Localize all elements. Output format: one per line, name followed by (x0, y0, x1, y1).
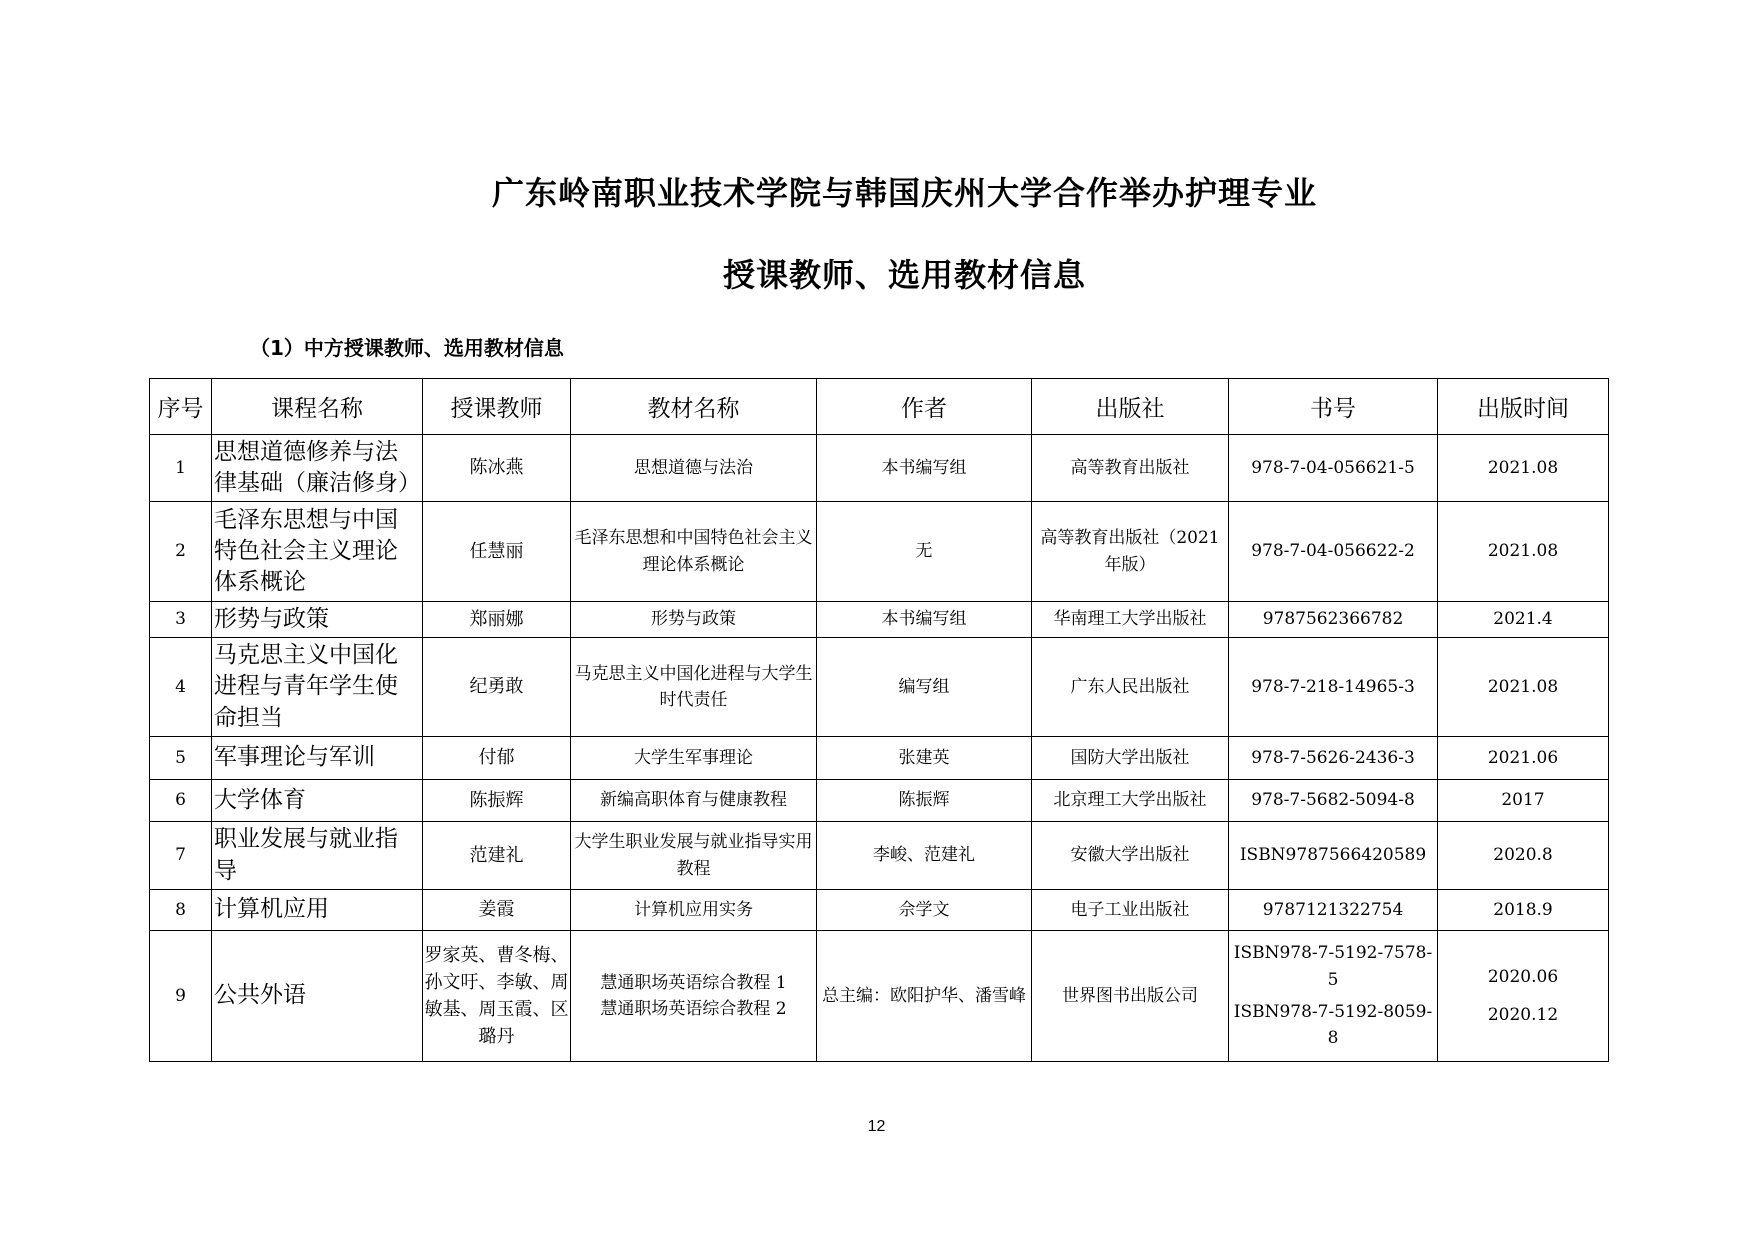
document-title-line-1: 广东岭南职业技术学院与韩国庆州大学合作举办护理专业 (491, 174, 1317, 212)
cell-isbn: 978-7-218-14965-3 (1229, 638, 1438, 737)
cell-serial-number: 3 (150, 602, 212, 638)
cell-course-name: 公共外语 (212, 931, 423, 1062)
cell-textbook-name: 计算机应用实务 (571, 890, 817, 931)
cell-textbook-name: 毛泽东思想和中国特色社会主义理论体系概论 (571, 502, 817, 602)
textbook-name-line-1: 慧通职场英语综合教程 1 (600, 972, 787, 993)
header-course-name: 课程名称 (212, 379, 423, 435)
cell-serial-number: 1 (150, 435, 212, 502)
cell-author: 陈振辉 (817, 780, 1032, 822)
cell-serial-number: 5 (150, 737, 212, 780)
cell-course-name: 毛泽东思想与中国特色社会主义理论体系概论 (212, 502, 423, 602)
cell-publish-date: 2021.08 (1438, 502, 1609, 602)
publish-date-line-2: 2020.12 (1487, 1005, 1559, 1025)
cell-author: 本书编写组 (817, 435, 1032, 502)
header-publisher: 出版社 (1032, 379, 1229, 435)
cell-publish-date: 2018.9 (1438, 890, 1609, 931)
table-row (150, 602, 1609, 638)
header-author: 作者 (817, 379, 1032, 435)
cell-author: 李峻、范建礼 (817, 822, 1032, 890)
cell-textbook-name: 大学生军事理论 (571, 737, 817, 780)
cell-serial-number: 9 (150, 931, 212, 1062)
cell-teacher: 纪勇敢 (423, 638, 571, 737)
textbook-name-line-2: 慧通职场英语综合教程 2 (600, 999, 787, 1019)
cell-isbn: 978-7-5682-5094-8 (1229, 780, 1438, 822)
cell-textbook-name: 思想道德与法治 (571, 435, 817, 502)
cell-course-name: 军事理论与军训 (212, 737, 423, 780)
table-row (150, 780, 1609, 822)
cell-publisher: 电子工业出版社 (1032, 890, 1229, 931)
cell-teacher: 郑丽娜 (423, 602, 571, 638)
cell-serial-number: 6 (150, 780, 212, 822)
cell-author: 编写组 (817, 638, 1032, 737)
cell-isbn: 9787121322754 (1229, 890, 1438, 931)
table-row (150, 890, 1609, 931)
cell-publisher: 国防大学出版社 (1032, 737, 1229, 780)
cell-author: 张建英 (817, 737, 1032, 780)
cell-course-name: 大学体育 (212, 780, 423, 822)
cell-teacher: 范建礼 (423, 822, 571, 890)
table-row (150, 638, 1609, 737)
header-textbook-name: 教材名称 (571, 379, 817, 435)
cell-textbook-name: 大学生职业发展与就业指导实用教程 (571, 822, 817, 890)
cell-publish-date: 2017 (1438, 780, 1609, 822)
cell-publish-date: 2021.08 (1438, 638, 1609, 737)
cell-publisher: 安徽大学出版社 (1032, 822, 1229, 890)
cell-isbn: ISBN9787566420589 (1229, 822, 1438, 890)
document-title-line-2: 授课教师、选用教材信息 (722, 256, 1086, 294)
cell-teacher: 姜霞 (423, 890, 571, 931)
table-header-row (150, 379, 1609, 435)
cell-author: 佘学文 (817, 890, 1032, 931)
cell-publish-date: 2020.8 (1438, 822, 1609, 890)
header-publish-date: 出版时间 (1438, 379, 1609, 435)
cell-isbn: 978-7-5626-2436-3 (1229, 737, 1438, 780)
cell-publisher: 华南理工大学出版社 (1032, 602, 1229, 638)
cell-teacher: 任慧丽 (423, 502, 571, 602)
cell-publisher: 高等教育出版社（2021年版） (1032, 502, 1229, 602)
cell-publisher: 广东人民出版社 (1032, 638, 1229, 737)
header-serial-number: 序号 (150, 379, 212, 435)
cell-author: 无 (817, 502, 1032, 602)
cell-course-name: 马克思主义中国化进程与青年学生使命担当 (212, 638, 423, 737)
cell-textbook-name (571, 931, 817, 1062)
page-number: 12 (867, 1118, 886, 1135)
header-isbn: 书号 (1229, 379, 1438, 435)
cell-publish-date: 2021.4 (1438, 602, 1609, 638)
cell-course-name: 计算机应用 (212, 890, 423, 931)
cell-author: 总主编：欧阳护华、潘雪峰 (817, 931, 1032, 1062)
cell-course-name: 形势与政策 (212, 602, 423, 638)
cell-teacher: 付郁 (423, 737, 571, 780)
teacher-textbook-table (149, 378, 1609, 1062)
cell-publisher: 高等教育出版社 (1032, 435, 1229, 502)
publish-date-line-1: 2020.06 (1487, 966, 1559, 987)
cell-course-name: 职业发展与就业指导 (212, 822, 423, 890)
cell-publisher: 世界图书出版公司 (1032, 931, 1229, 1062)
cell-publisher: 北京理工大学出版社 (1032, 780, 1229, 822)
table-row (150, 502, 1609, 602)
table-row (150, 822, 1609, 890)
cell-serial-number: 7 (150, 822, 212, 890)
cell-isbn: 978-7-04-056622-2 (1229, 502, 1438, 602)
cell-serial-number: 2 (150, 502, 212, 602)
cell-course-name: 思想道德修养与法律基础（廉洁修身） (212, 435, 423, 502)
table-row (150, 931, 1609, 1062)
cell-author: 本书编写组 (817, 602, 1032, 638)
isbn-line-2: ISBN978-7-5192-8059-8 (1233, 1002, 1433, 1049)
section-heading: （1）中方授课教师、选用教材信息 (250, 336, 564, 360)
header-teacher: 授课教师 (423, 379, 571, 435)
cell-textbook-name: 新编高职体育与健康教程 (571, 780, 817, 822)
cell-teacher: 罗家英、曹冬梅、孙文吁、李敏、周敏基、周玉霞、区璐丹 (423, 931, 571, 1062)
cell-textbook-name: 形势与政策 (571, 602, 817, 638)
isbn-line-1: ISBN978-7-5192-7578-5 (1233, 943, 1433, 990)
cell-teacher: 陈振辉 (423, 780, 571, 822)
cell-teacher: 陈冰燕 (423, 435, 571, 502)
cell-publish-date: 2021.08 (1438, 435, 1609, 502)
cell-publish-date (1438, 931, 1609, 1062)
table-row (150, 435, 1609, 502)
cell-textbook-name: 马克思主义中国化进程与大学生时代责任 (571, 638, 817, 737)
cell-serial-number: 8 (150, 890, 212, 931)
table-row (150, 737, 1609, 780)
cell-serial-number: 4 (150, 638, 212, 737)
cell-isbn: 978-7-04-056621-5 (1229, 435, 1438, 502)
cell-isbn (1229, 931, 1438, 1062)
cell-publish-date: 2021.06 (1438, 737, 1609, 780)
cell-isbn: 9787562366782 (1229, 602, 1438, 638)
